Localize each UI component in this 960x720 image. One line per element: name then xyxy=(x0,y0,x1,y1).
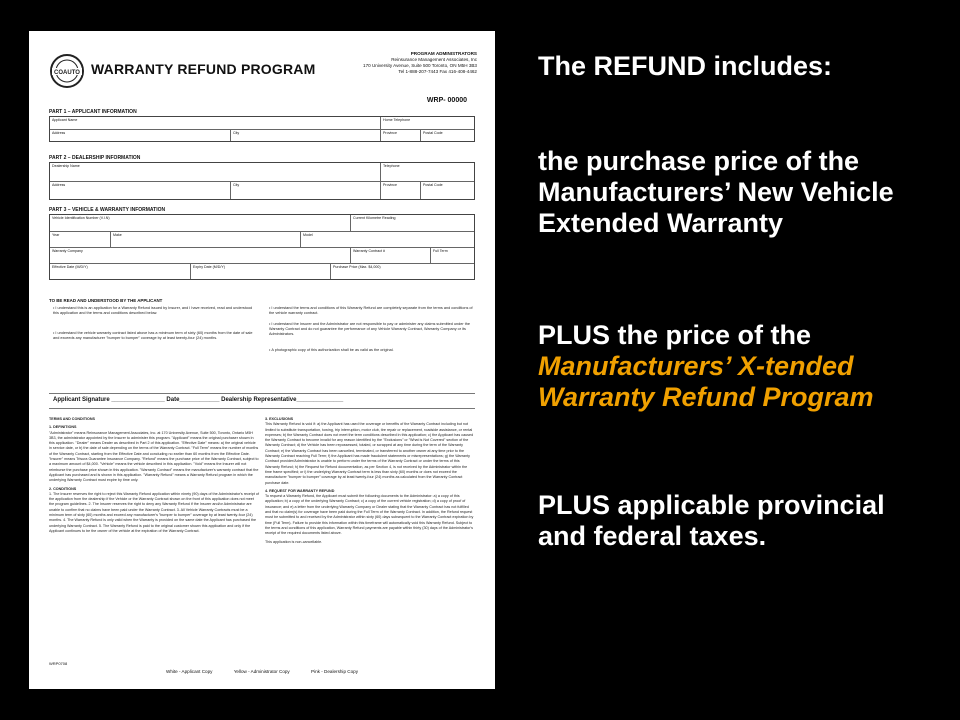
section-text: This application is non-cancellable. xyxy=(265,539,323,544)
section-text: To request a Warranty Refund, the Applicant must submit the following documents to the Administrator: a) a copy of this application; b) a copy of the underlying Warranty Contract; c) a copy of the current vehicle registration; d) a copy of proof of insurance; and e) a letter from the underlying Warranty Company or Dealer stating that the Warranty Contract has not fulfilled and that no claim(s) for coverage have been paid during the Full Term of the Warranty Contract. In addition, the Refund request must be submitted to and received by the Administrator within sixty (60) days subsequent to the Warranty Contract expiration by time (Full Term). Failure to provide this information within this timeframe will automatically void this Warranty Refund. Subject to the terms and conditions of this application, Warranty Refund payments are payable within thirty (30) days of the Administrator's receipt of the required documents listed above. xyxy=(265,494,474,536)
part3-grid xyxy=(49,214,475,280)
terms-left-column xyxy=(49,417,259,534)
agreement-item: • I understand this is an application for a Warranty Refund issued by Insurer, and I have received, read and understood this application and the terms and conditions described below. xyxy=(53,306,253,316)
field-label[interactable]: Address xyxy=(52,183,66,187)
section-heading: 3. EXCLUSIONS xyxy=(265,417,294,421)
slide-paragraph-1: the purchase price of the Manufacturers’ New Vehicle Extended Warranty xyxy=(538,146,894,238)
field-label[interactable]: Telephone xyxy=(380,163,474,181)
terms-heading: TERMS AND CONDITIONS xyxy=(49,417,95,421)
form-title: WARRANTY REFUND PROGRAM xyxy=(91,61,316,77)
field-label[interactable]: Model xyxy=(300,232,474,247)
copy-distribution xyxy=(29,669,495,674)
slide-heading: The REFUND includes: xyxy=(538,51,833,81)
admin-heading: PROGRAM ADMINISTRATORS xyxy=(410,51,477,56)
terms-right-column xyxy=(265,417,475,545)
copy-label: White - Applicant Copy xyxy=(165,669,213,674)
agreement-heading: TO BE READ AND UNDERSTOOD BY THE APPLICANT xyxy=(49,298,163,303)
warranty-refund-form xyxy=(29,31,495,689)
field-label[interactable]: Full Term xyxy=(430,248,474,263)
field-label[interactable]: Effective Date (M/D/Y) xyxy=(52,265,88,269)
copy-label: Pink - Dealership Copy xyxy=(311,669,358,674)
field-label[interactable]: Applicant Name xyxy=(52,118,78,122)
copy-label: Yellow - Administrator Copy xyxy=(233,669,290,674)
part3-heading: PART 3 – VEHICLE & WARRANTY INFORMATION xyxy=(49,207,166,213)
paragraph-prefix: PLUS the price of the xyxy=(538,320,812,350)
coauto-logo xyxy=(49,53,85,89)
signature-line[interactable]: Applicant Signature ________________ Date____________ Dealership Representative______________ xyxy=(49,393,475,409)
field-label[interactable]: Year xyxy=(52,233,60,237)
slide-paragraph-2 xyxy=(538,320,938,413)
form-code: WRP- 00000 xyxy=(426,97,467,104)
part2-heading: PART 2 – DEALERSHIP INFORMATION xyxy=(49,155,141,161)
section-heading: 1. DEFINITIONS xyxy=(49,425,77,430)
form-number: WRP0708 xyxy=(49,661,68,666)
field-label[interactable]: Vehicle Identification Number (V.I.N) xyxy=(52,216,110,220)
admin-line: Reinsurance Management Associates, Inc xyxy=(391,57,477,62)
admin-line: 170 University Avenue, Suite 500 Toronto, ON M5H 3B3 xyxy=(363,63,477,68)
admin-block xyxy=(277,51,477,75)
field-label[interactable]: Address xyxy=(52,131,66,135)
field-label[interactable]: Warranty Contract # xyxy=(350,248,430,263)
agreement-item: • A photographic copy of this authorization shall be as valid as the original. xyxy=(269,348,394,352)
field-label[interactable]: City xyxy=(230,182,380,199)
slide-paragraph-3: PLUS applicable provincial and federal taxes. xyxy=(538,490,885,551)
field-label[interactable]: Postal Code xyxy=(420,182,474,199)
field-label[interactable]: Current Kilometre Reading xyxy=(350,215,474,231)
section-text: This Warranty Refund is void if: a) the Applicant has used the coverage or benefits of the Warranty Contract including but not limited to substitute transportation, towing, trip interruption, motor club, tire repair or replacement, roadside assistance, or rental expenses; b) the Warranty Contract does not meet the term conditions described in this application; c) the Applicant has caused the Warranty Contract to become invalid for any reason identified by the "Exclusions" or "What is Not Covered" section of the Warranty Contract; d) the Vehicle has been repossessed, totaled, or scrapped at any time during the term of the Warranty Contract; e) the Warranty Contract has been cancelled, terminated, or transferred to another owner at any time prior to the Warranty Contract reaching Full Term; f) the Applicant has made fraudulent statements or misrepresentations; g) the Warranty Contract provider/Administrator is unable to perform under the terms of the Warranty Contract or under the terms of this Warranty Refund; h) the Request for Refund documentation, as per Section 4, is not received by the Administrator within the time frame specified; or i) the underlying Warranty Contract term is less than sixty (60) months or does not exceed the manufacturer "bumper to bumper" coverage by at least twenty-four (24) months as calculated from the Warranty Contract purchase date. xyxy=(265,422,474,485)
agreement-item: • I understand the vehicle warranty contract listed above has a minimum term of sixty (60) months from the date of sale and exceeds any manufacturer "bumper to bumper" coverage by at least twenty-four (24) months. xyxy=(53,331,253,341)
field-label[interactable]: Dealership Name xyxy=(52,164,80,168)
part1-grid xyxy=(49,116,475,142)
field-label[interactable]: City xyxy=(230,130,380,141)
section-text: "Administrator" means Reinsurance Management Associates, Inc. at 170 University Avenue, Suite 500, Toronto, Ontario M5H 3B3, the administrator appointed by the Insurer to administer this program. "Applicant" means the original purchaser shown in this application. "Dealer" means Dealer as described in Part 2 of this application. "Effective Date" means: a) the original vehicle in service date, or b) the date of sale depending on the terms of the Warranty Contract. "Full Term" means the number of months of the Warranty Contract, starting from the Effective Date and concluding no earlier than 60 months from the Effective Date. "Insurer" means Trisura Guarantee Insurance Company. "Refund" means the purchase price of the Warranty Contract, subject to a maximum amount of $4,000. "Vehicle" means the vehicle described in this application. "Void" means the Insurer will not reimburse the purchase price shown in this application. "Warranty Contract" means the manufacturer's warranty contract that the Applicant has purchased and is shown in this application. "Warranty Refund" means a Warranty Refund program in which the underlying Warranty Contract must expire by time only. xyxy=(49,430,259,483)
part1-heading: PART 1 – APPLICANT INFORMATION xyxy=(49,109,137,115)
section-heading: 2. CONDITIONS xyxy=(49,486,77,491)
logo-text: COAUTO xyxy=(54,70,80,76)
field-label[interactable]: Make xyxy=(110,232,300,247)
section-text: 1. The Insurer reserves the right to reject this Warranty Refund application within ninety (90) days of the Administrator's receipt of the application from the dealership if the Vehicle or the Warranty Contract shown on the front of this application does not meet the program guidelines. 2. The Insurer reserves the right to deny any Warranty Refund if the Insurer and/or Administrator are unable to confirm that no claims have been paid under the Warranty Contract. 3. All Vehicle Warranty Contracts must be a minimum term of sixty (60) months and exceed any manufacturer's "bumper to bumper" coverage by at least twenty-four (24) months. 4. The Warranty Refund is only valid when the Warranty is provided on the same date the Applicant has purchased the underlying Warranty Contract. 5. The Warranty Refund is paid to the original customer shown this application and only if the Applicant continues to be the owner of the vehicle at the expiration of the Warranty Contract. xyxy=(49,491,259,533)
field-label[interactable]: Expiry Date (M/D/Y) xyxy=(190,264,330,279)
section-heading: 4. REQUEST FOR WARRANTY REFUND xyxy=(265,488,335,493)
field-label[interactable]: Purchase Price (Max. $4,000) xyxy=(330,264,474,279)
field-label[interactable]: Province xyxy=(380,130,420,141)
field-label[interactable]: Home Telephone xyxy=(380,117,474,129)
agreement-item: • I understand the Insurer and the Administrator are not responsible to pay or administer any claims submitted under the Warranty Contract and do not guarantee the performance of any Vehicle Warranty Contract, Warranty Company or its Administrators. xyxy=(269,322,470,337)
field-label[interactable]: Province xyxy=(380,182,420,199)
agreement-item: • I understand the terms and conditions of this Warranty Refund are completely separate from the terms and conditions of the vehicle warranty contract. xyxy=(269,306,473,316)
field-label[interactable]: Postal Code xyxy=(420,130,474,141)
field-label[interactable]: Warranty Company xyxy=(52,249,83,253)
part2-grid xyxy=(49,162,475,200)
highlighted-program-name: Manufacturers’ X-tended Warranty Refund Program xyxy=(538,351,874,412)
admin-line: Tel 1-888-207-7443 Fax 416-408-4462 xyxy=(398,69,477,74)
